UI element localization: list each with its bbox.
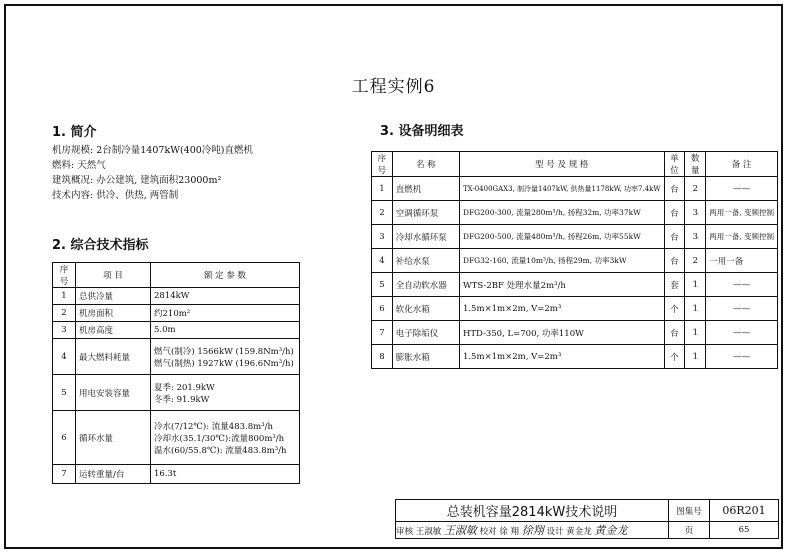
title-block [395, 499, 779, 539]
table-row [372, 225, 778, 249]
designer-signature: 黄金龙 [594, 524, 628, 537]
row-value [151, 411, 300, 465]
value-line: 温水(60/55.8℃): 流量483.8m³/h [154, 445, 287, 456]
design-label: 设计 [546, 527, 564, 537]
row-name: 冷却水循环泵 [392, 225, 459, 249]
row-unit: 台 [664, 177, 685, 201]
value-line: 冷却水(35.1/30℃):流量800m³/h [154, 433, 285, 444]
row-item: 机房面积 [76, 305, 151, 322]
table-row [53, 465, 300, 484]
row-no: 4 [53, 339, 76, 375]
row-item: 用电安装容量 [76, 375, 151, 411]
row-note: —— [706, 273, 778, 297]
table-row [372, 321, 778, 345]
col-header: 额 定 参 数 [151, 263, 300, 288]
col-header: 型 号 及 规 格 [459, 152, 664, 177]
row-note: 一用一备 [706, 249, 778, 273]
row-name: 补给水泵 [392, 249, 459, 273]
col-header: 名 称 [392, 152, 459, 177]
value-line: 冷水(7/12℃): 流量483.8m³/h [154, 421, 273, 432]
reviewer-signature: 王淑敏 [443, 524, 477, 537]
col-header: 备 注 [706, 152, 778, 177]
row-spec: 1.5m×1m×2m, V=2m³ [459, 297, 664, 321]
row-no: 2 [372, 201, 393, 225]
page-label: 页 [669, 522, 710, 539]
row-qty: 1 [685, 321, 706, 345]
equip-heading: 3. 设备明细表 [380, 124, 464, 139]
intro-heading: 1. 简介 [52, 125, 97, 140]
row-item: 机房高度 [76, 322, 151, 339]
col-header: 序号 [53, 263, 76, 288]
row-no: 7 [372, 321, 393, 345]
intro-text [52, 143, 253, 203]
intro-line: 建筑概况: 办公建筑, 建筑面积23000m² [52, 175, 222, 186]
row-no: 4 [372, 249, 393, 273]
tech-indicators-table [52, 262, 300, 484]
row-spec: HTD-350, L=700, 功率110W [459, 321, 664, 345]
checker-signature: 徐翔 [521, 524, 544, 537]
row-spec: WTS-2BF 处理水量2m³/h [459, 273, 664, 297]
row-no: 6 [53, 411, 76, 465]
row-no: 2 [53, 305, 76, 322]
title-block-row [396, 500, 779, 522]
intro-line: 燃料: 天然气 [52, 160, 106, 171]
row-no: 6 [372, 297, 393, 321]
table-row [53, 305, 300, 322]
row-spec: DFG200-500, 流量480m³/h, 扬程26m, 功率55kW [459, 225, 664, 249]
atlas-label: 图集号 [669, 500, 710, 522]
row-note: —— [706, 345, 778, 369]
table-row [372, 345, 778, 369]
table-row [53, 375, 300, 411]
row-name: 膨胀水箱 [392, 345, 459, 369]
row-no: 3 [372, 225, 393, 249]
row-note: —— [706, 177, 778, 201]
table-row [372, 201, 778, 225]
row-no: 1 [372, 177, 393, 201]
value-line: 冬季: 91.9kW [154, 394, 210, 405]
row-name: 软化水箱 [392, 297, 459, 321]
intro-line: 机房规模: 2台制冷量1407kW(400冷吨)直燃机 [52, 145, 254, 156]
row-item: 循环水量 [76, 411, 151, 465]
row-value: 16.3t [151, 465, 300, 484]
row-value: 2814kW [151, 288, 300, 305]
row-value [151, 375, 300, 411]
row-qty: 1 [685, 297, 706, 321]
row-spec: DFG200-300, 流量280m³/h, 扬程32m, 功率37kW [459, 201, 664, 225]
table-row [372, 297, 778, 321]
row-qty: 1 [685, 345, 706, 369]
row-unit: 台 [664, 225, 685, 249]
col-header: 数量 [685, 152, 706, 177]
row-no: 5 [372, 273, 393, 297]
row-item: 最大燃料耗量 [76, 339, 151, 375]
table-row [53, 411, 300, 465]
value-line: 燃气(制热) 1927kW (196.6Nm³/h) [154, 358, 294, 369]
check-label: 校对 [479, 527, 497, 537]
row-qty: 1 [685, 273, 706, 297]
atlas-number: 06R201 [710, 500, 779, 522]
row-value: 5.0m [151, 322, 300, 339]
page-title: 工程实例6 [351, 77, 436, 97]
row-spec: DFG32-160, 流量10m³/h, 扬程29m, 功率3kW [459, 249, 664, 273]
page-number: 65 [710, 522, 779, 539]
row-unit: 个 [664, 345, 685, 369]
row-unit: 套 [664, 273, 685, 297]
intro-line: 技术内容: 供冷、供热, 两管制 [52, 190, 179, 201]
equipment-table [371, 151, 778, 369]
row-value: 约210m² [151, 305, 300, 322]
table-row [53, 288, 300, 305]
row-qty: 3 [685, 225, 706, 249]
row-qty: 2 [685, 177, 706, 201]
table-row [372, 177, 778, 201]
table-header-row [372, 152, 778, 177]
table-row [372, 249, 778, 273]
row-no: 8 [372, 345, 393, 369]
col-header: 单位 [664, 152, 685, 177]
table-row [53, 339, 300, 375]
row-note: —— [706, 321, 778, 345]
col-header: 序号 [372, 152, 393, 177]
checker-name: 徐 翔 [499, 527, 520, 537]
row-unit: 台 [664, 249, 685, 273]
review-label: 审核 [396, 527, 414, 537]
row-spec: TX-0400GAX3, 制冷量1407kW, 供热量1178kW, 功率7.4kW [459, 177, 664, 201]
value-line: 燃气(制冷) 1566kW (159.8Nm³/h) [154, 346, 294, 357]
row-no: 7 [53, 465, 76, 484]
row-unit: 台 [664, 201, 685, 225]
table-row [372, 273, 778, 297]
reviewer-name: 王淑敏 [415, 527, 442, 537]
row-no: 1 [53, 288, 76, 305]
row-name: 直燃机 [392, 177, 459, 201]
drawing-title: 总装机容量2814kW技术说明 [396, 500, 669, 522]
row-qty: 2 [685, 249, 706, 273]
row-note: 两用一备, 变频控制 [706, 201, 778, 225]
row-note: 两用一备, 变频控制 [706, 225, 778, 249]
title-block-row [396, 522, 779, 539]
col-header: 项 目 [76, 263, 151, 288]
row-name: 全自动软水器 [392, 273, 459, 297]
table-row [53, 322, 300, 339]
row-item: 总供冷量 [76, 288, 151, 305]
row-no: 3 [53, 322, 76, 339]
row-value [151, 339, 300, 375]
row-unit: 台 [664, 321, 685, 345]
row-spec: 1.5m×1m×2m, V=2m³ [459, 345, 664, 369]
signature-strip [396, 522, 669, 539]
designer-name: 黄金龙 [566, 527, 592, 537]
table-header-row [53, 263, 300, 288]
row-name: 空调循环泵 [392, 201, 459, 225]
row-qty: 3 [685, 201, 706, 225]
row-item: 运转重量/台 [76, 465, 151, 484]
row-note: —— [706, 297, 778, 321]
row-name: 电子除垢仪 [392, 321, 459, 345]
row-no: 5 [53, 375, 76, 411]
value-line: 夏季: 201.9kW [154, 382, 215, 393]
row-unit: 个 [664, 297, 685, 321]
tech-heading: 2. 综合技术指标 [52, 238, 149, 253]
